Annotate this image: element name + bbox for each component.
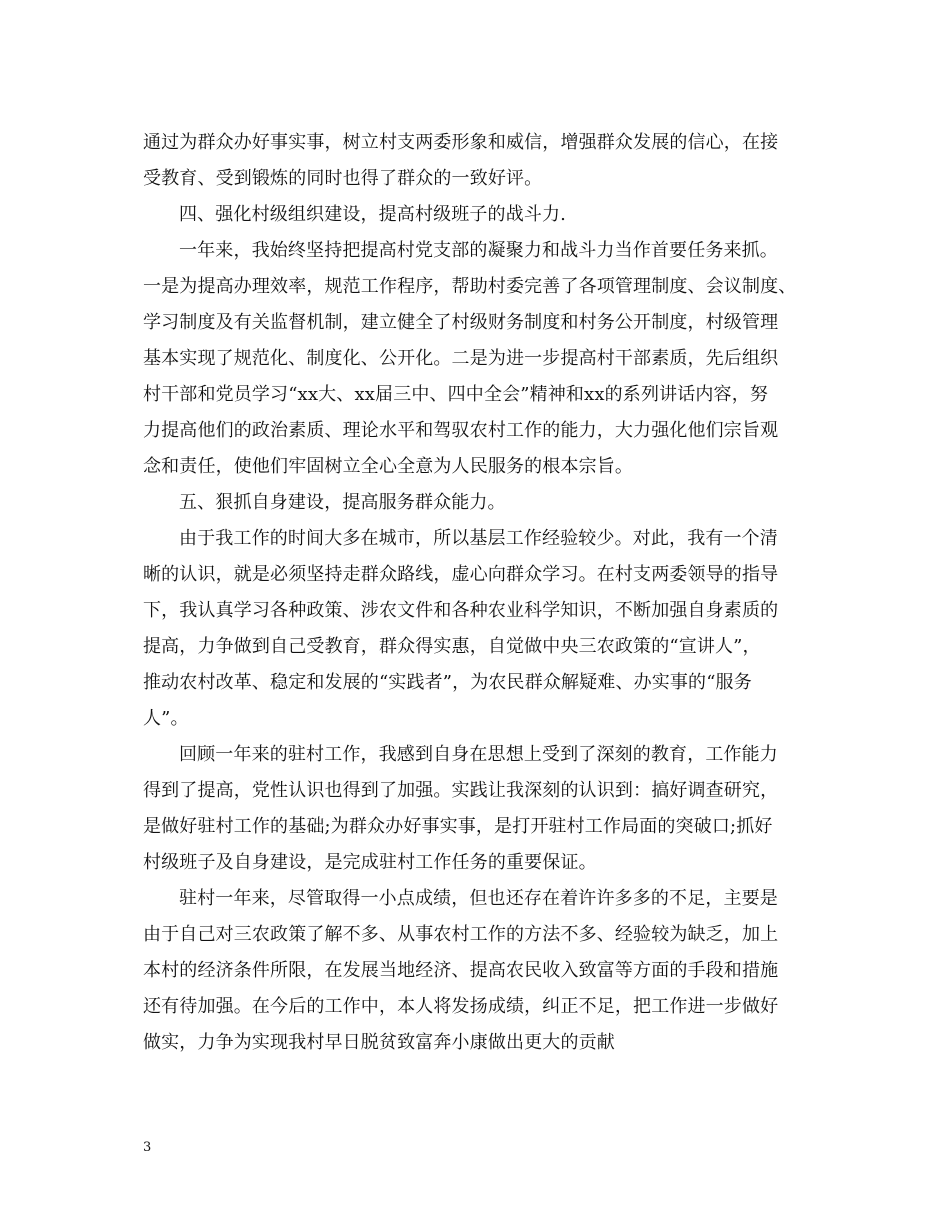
text-line: 得到了提高，党性认识也得到了加强。实践让我深刻的认识到：搞好调查研究， [143, 780, 779, 801]
text-line: 一年来，我始终坚持把提高村党支部的凝聚力和战斗力当作首要任务来抓。 [179, 240, 778, 261]
text-line: 村级班子及自身建设，是完成驻村工作任务的重要保证。 [143, 852, 597, 873]
text-line: 提高，力争做到自己受教育，群众得实惠，自觉做中央三农政策的“宣讲人”， [143, 636, 761, 657]
text-line: 做实，力争为实现我村早日脱贫致富奔小康做出更大的贡献 [143, 1032, 615, 1053]
text-line: 受教育、受到锻炼的同时也得了群众的一致好评。 [143, 168, 543, 189]
text-line: 念和责任，使他们牢固树立全心全意为人民服务的根本宗旨。 [143, 456, 634, 477]
text-line: 本村的经济条件所限，在发展当地经济、提高农民收入致富等方面的手段和措施 [143, 960, 779, 981]
text-line: 还有待加强。在今后的工作中，本人将发扬成绩，纠正不足，把工作进一步做好 [143, 996, 779, 1017]
text-line: 是做好驻村工作的基础;为群众办好事实事，是打开驻村工作局面的突破口;抓好 [143, 816, 773, 837]
section-heading: 四、强化村级组织建设，提高村级班子的战斗力. [179, 204, 567, 225]
text-line: 下，我认真学习各种政策、涉农文件和各种农业科学知识，不断加强自身素质的 [143, 600, 779, 621]
text-line: 基本实现了规范化、制度化、公开化。二是为进一步提高村干部素质，先后组织 [143, 348, 779, 369]
text-line: 驻村一年来，尽管取得一小点成绩，但也还存在着许许多多的不足，主要是 [179, 888, 778, 909]
text-line: 村干部和党员学习“xx大、xx届三中、四中全会”精神和xx的系列讲话内容，努 [143, 384, 769, 405]
text-line: 力提高他们的政治素质、理论水平和驾驭农村工作的能力，大力强化他们宗旨观 [143, 420, 779, 441]
text-line: 学习制度及有关监督机制，建立健全了村级财务制度和村务公开制度，村级管理 [143, 312, 779, 333]
text-line: 一是为提高办理效率，规范工作程序，帮助村委完善了各项管理制度、会议制度、 [143, 276, 797, 297]
text-line: 人”。 [143, 708, 189, 729]
page-number: 3 [143, 1140, 152, 1155]
text-line: 通过为群众办好事实事，树立村支两委形象和威信，增强群众发展的信心，在接 [143, 132, 779, 153]
text-line: 由于我工作的时间大多在城市，所以基层工作经验较少。对此，我有一个清 [179, 528, 778, 549]
text-line: 回顾一年来的驻村工作，我感到自身在思想上受到了深刻的教育，工作能力 [179, 744, 778, 765]
text-line: 推动农村改革、稳定和发展的“实践者”，为农民群众解疑难、办实事的“服务 [143, 672, 752, 693]
section-heading: 五、狠抓自身建设，提高服务群众能力。 [179, 492, 506, 513]
text-line: 由于自己对三农政策了解不多、从事农村工作的方法不多、经验较为缺乏，加上 [143, 924, 779, 945]
text-line: 晰的认识，就是必须坚持走群众路线，虚心向群众学习。在村支两委领导的指导 [143, 564, 779, 585]
